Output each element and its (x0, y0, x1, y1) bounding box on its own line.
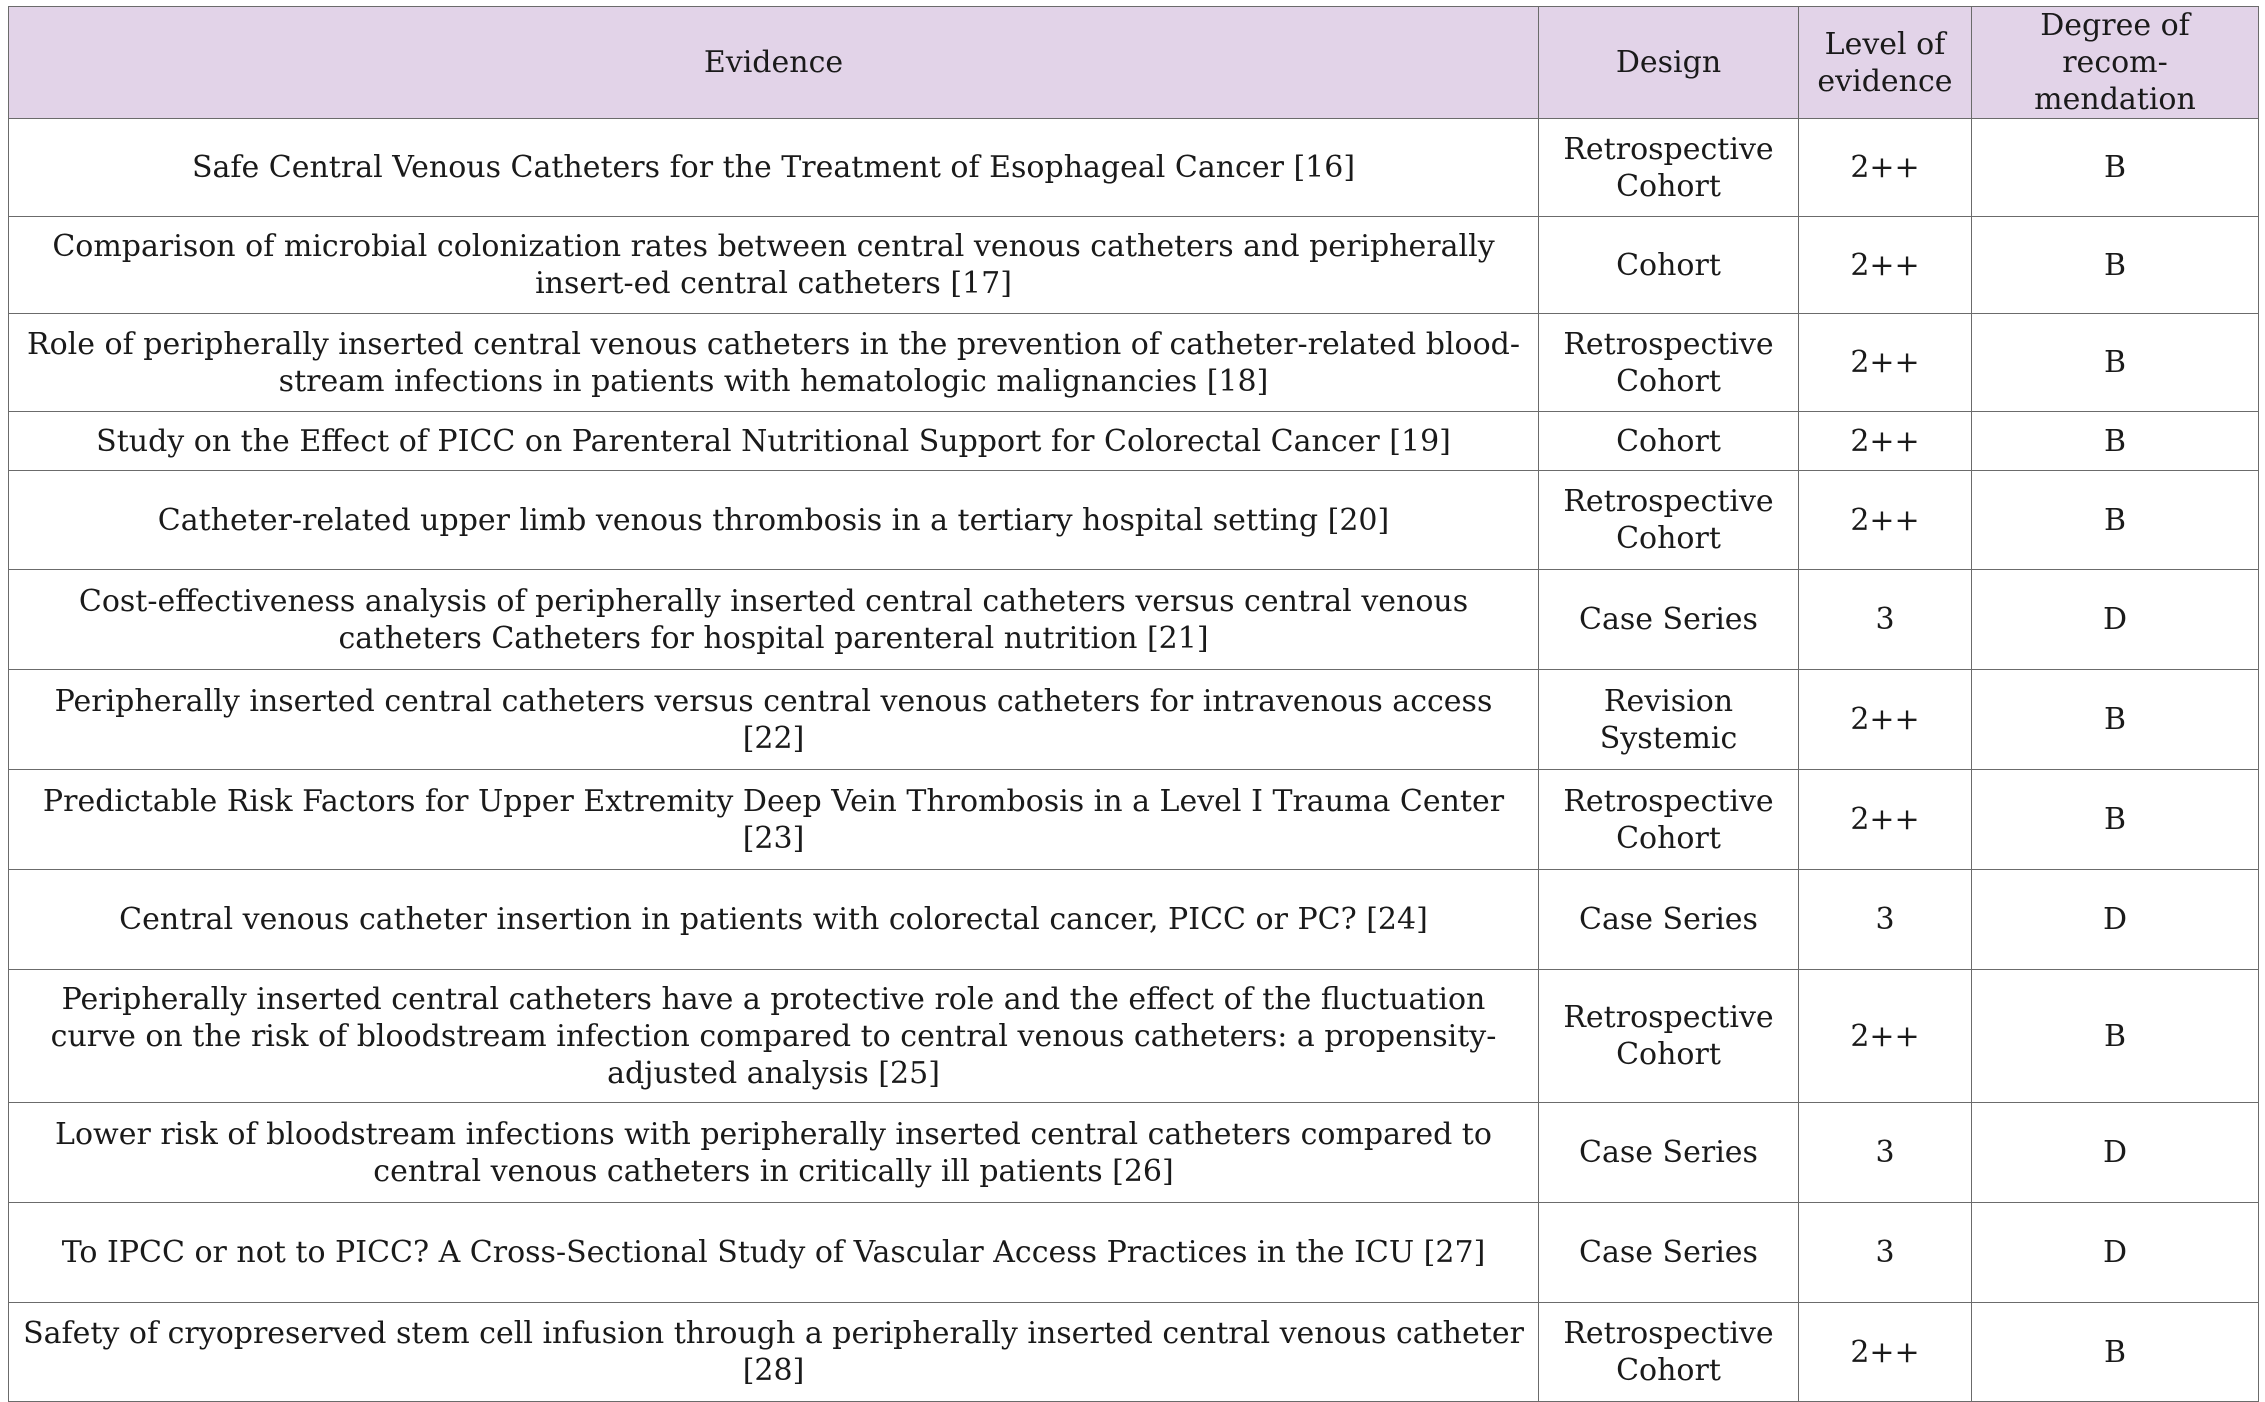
evidence-cell: Cost-effectiveness analysis of peripherally inserted central catheters versus central venous catheters Catheters for hospital parenteral nutrition [21] (9, 570, 1539, 670)
table-row (9, 1203, 2259, 1303)
table-row (9, 471, 2259, 570)
design-cell: Case Series (1539, 1203, 1799, 1303)
degree-cell: B (1972, 770, 2259, 870)
degree-cell: D (1972, 1203, 2259, 1303)
table-row (9, 217, 2259, 314)
degree-cell: B (1972, 670, 2259, 770)
evidence-cell: Role of peripherally inserted central venous catheters in the prevention of catheter-related blood-stream infections in patients with hematologic malignancies [18] (9, 314, 1539, 412)
degree-cell: B (1972, 314, 2259, 412)
table-row (9, 770, 2259, 870)
degree-cell: D (1972, 570, 2259, 670)
evidence-cell: Safe Central Venous Catheters for the Treatment of Esophageal Cancer [16] (9, 119, 1539, 217)
table-row (9, 970, 2259, 1103)
evidence-cell: Predictable Risk Factors for Upper Extremity Deep Vein Thrombosis in a Level I Trauma Center [23] (9, 770, 1539, 870)
degree-cell: D (1972, 870, 2259, 970)
table-row (9, 314, 2259, 412)
design-cell: Retrospective Cohort (1539, 471, 1799, 570)
level-cell: 2++ (1799, 970, 1972, 1103)
table-row (9, 412, 2259, 471)
degree-cell: B (1972, 119, 2259, 217)
table-row (9, 670, 2259, 770)
header-degree-of-recommendation: Degree of recom-mendation (1972, 7, 2259, 119)
level-cell: 2++ (1799, 770, 1972, 870)
design-cell: Case Series (1539, 1103, 1799, 1203)
degree-cell: B (1972, 1303, 2259, 1402)
design-cell: Retrospective Cohort (1539, 119, 1799, 217)
table-row (9, 870, 2259, 970)
table-row (9, 1103, 2259, 1203)
design-cell: Case Series (1539, 870, 1799, 970)
level-cell: 2++ (1799, 217, 1972, 314)
evidence-cell: Study on the Effect of PICC on Parenteral Nutritional Support for Colorectal Cancer [19] (9, 412, 1539, 471)
table-row (9, 1303, 2259, 1402)
level-cell: 2++ (1799, 314, 1972, 412)
evidence-table-container (8, 6, 2258, 1402)
design-cell: Retrospective Cohort (1539, 314, 1799, 412)
degree-cell: B (1972, 412, 2259, 471)
level-cell: 2++ (1799, 412, 1972, 471)
design-cell: Revision Systemic (1539, 670, 1799, 770)
evidence-cell: Safety of cryopreserved stem cell infusion through a peripherally inserted central venous catheter [28] (9, 1303, 1539, 1402)
evidence-cell: Lower risk of bloodstream infections with peripherally inserted central catheters compared to central venous catheters in critically ill patients [26] (9, 1103, 1539, 1203)
design-cell: Retrospective Cohort (1539, 970, 1799, 1103)
evidence-cell: To IPCC or not to PICC? A Cross-Sectional Study of Vascular Access Practices in the ICU [27] (9, 1203, 1539, 1303)
level-cell: 3 (1799, 1103, 1972, 1203)
evidence-cell: Peripherally inserted central catheters have a protective role and the effect of the fluctuation curve on the risk of bloodstream infection compared to central venous catheters: a propensity-adjusted analysis [25] (9, 970, 1539, 1103)
evidence-cell: Comparison of microbial colonization rates between central venous catheters and peripherally insert-ed central catheters [17] (9, 217, 1539, 314)
degree-cell: D (1972, 1103, 2259, 1203)
design-cell: Cohort (1539, 217, 1799, 314)
level-cell: 2++ (1799, 471, 1972, 570)
level-cell: 2++ (1799, 1303, 1972, 1402)
header-level-of-evidence: Level of evidence (1799, 7, 1972, 119)
level-cell: 3 (1799, 1203, 1972, 1303)
evidence-cell: Central venous catheter insertion in patients with colorectal cancer, PICC or PC? [24] (9, 870, 1539, 970)
evidence-cell: Catheter-related upper limb venous thrombosis in a tertiary hospital setting [20] (9, 471, 1539, 570)
level-cell: 2++ (1799, 119, 1972, 217)
degree-cell: B (1972, 471, 2259, 570)
design-cell: Retrospective Cohort (1539, 1303, 1799, 1402)
design-cell: Case Series (1539, 570, 1799, 670)
level-cell: 3 (1799, 870, 1972, 970)
header-design: Design (1539, 7, 1799, 119)
level-cell: 3 (1799, 570, 1972, 670)
table-row (9, 570, 2259, 670)
evidence-cell: Peripherally inserted central catheters versus central venous catheters for intravenous access [22] (9, 670, 1539, 770)
degree-cell: B (1972, 970, 2259, 1103)
evidence-table (8, 6, 2259, 1402)
level-cell: 2++ (1799, 670, 1972, 770)
table-row (9, 119, 2259, 217)
degree-cell: B (1972, 217, 2259, 314)
header-row (9, 7, 2259, 119)
header-evidence: Evidence (9, 7, 1539, 119)
design-cell: Retrospective Cohort (1539, 770, 1799, 870)
design-cell: Cohort (1539, 412, 1799, 471)
